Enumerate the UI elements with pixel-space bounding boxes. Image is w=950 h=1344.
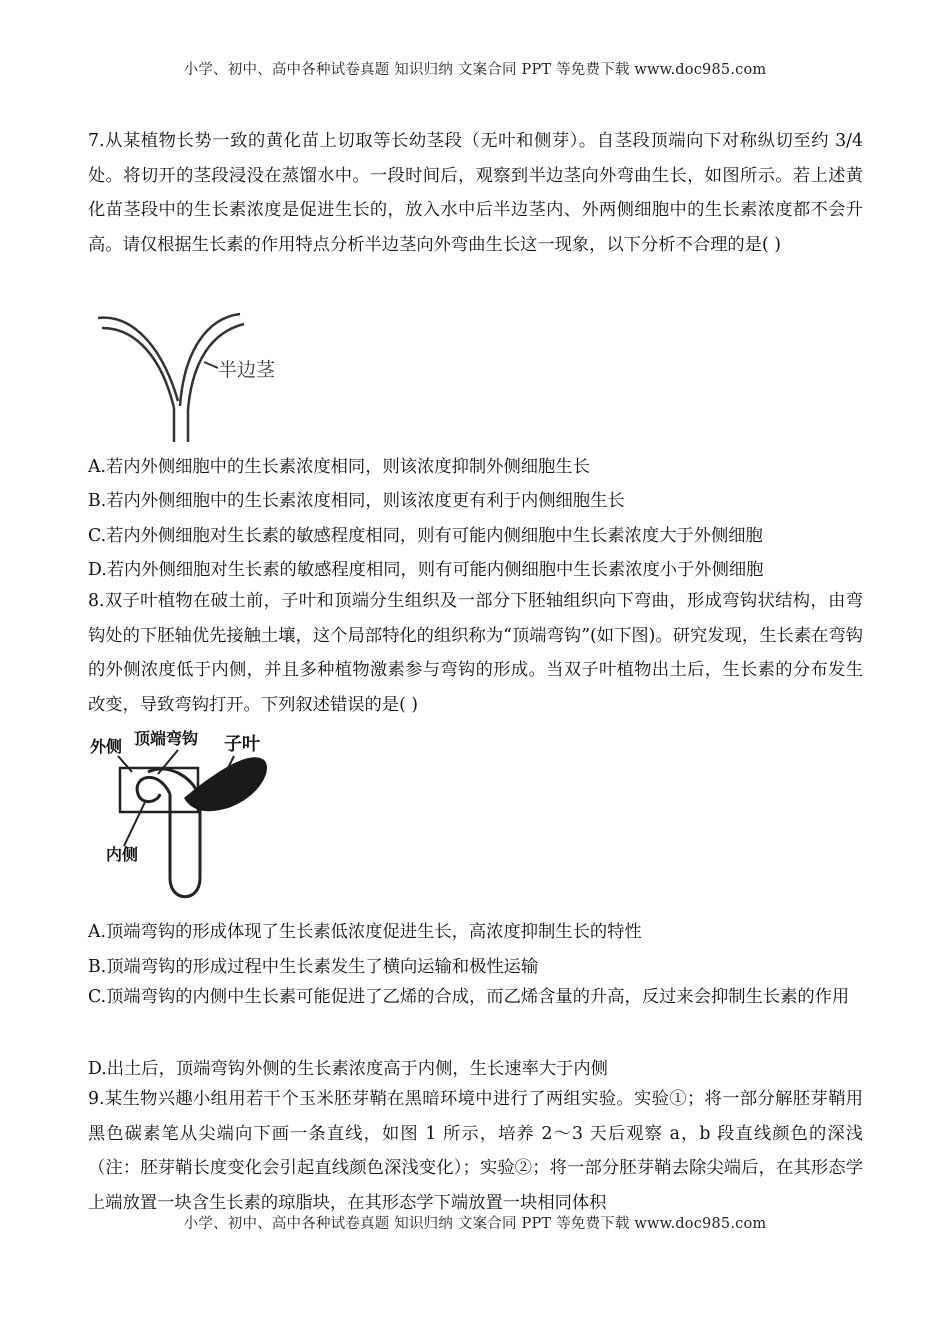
q7-figure-half-stem bbox=[92, 306, 292, 444]
page-footer: 小学、初中、高中各种试卷真题 知识归纳 文案合同 PPT 等免费下载 www.doc985.com bbox=[183, 1216, 767, 1232]
q8-figure-apical-hook bbox=[88, 728, 278, 908]
q8-stem: 8.双子叶植物在破土前，子叶和顶端分生组织及一部分下胚轴组织向下弯曲，形成弯钩状结构，由弯钩处的下胚轴优先接触土壤，这个局部特化的组织称为“顶端弯钩”(如下图)。研究发现，生长素在弯钩的外侧浓度低于内侧，并且多种植物激素参与弯钩的形成。当双子叶植物出土后，生长素的分布发生改变，导致弯钩打开。下列叙述错误的是( ) bbox=[88, 591, 863, 715]
q7-option-a: A.若内外侧细胞中的生长素浓度相同，则该浓度抑制外侧细胞生长 bbox=[88, 457, 590, 477]
page-header: 小学、初中、高中各种试卷真题 知识归纳 文案合同 PPT 等免费下载 www.doc985.com bbox=[183, 62, 767, 78]
q7-option-d: D.若内外侧细胞对生长素的敏感程度相同，则有可能内侧细胞中生长素浓度小于外侧细胞 bbox=[88, 560, 764, 580]
q7-stem: 7.从某植物长势一致的黄化苗上切取等长幼茎段（无叶和侧芽）。自茎段顶端向下对称纵切至约 3/4 处。将切开的茎段浸没在蒸馏水中。一段时间后，观察到半边茎向外弯曲生长，如图所示。若上述黄化苗茎段中的生长素浓度是促进生长的，放入水中后半边茎内、外两侧细胞中的生长素浓度都不会升高。请仅根据生长素的作用特点分析半边茎向外弯曲生长这一现象，以下分析不合理的是( ) bbox=[88, 131, 863, 255]
q8-label-hook: 顶端弯钩 bbox=[134, 729, 199, 748]
q7-option-c: C.若内外侧细胞对生长素的敏感程度相同，则有可能内侧细胞中生长素浓度大于外侧细胞 bbox=[88, 526, 763, 546]
q8-label-inner: 内侧 bbox=[106, 845, 139, 864]
q8-option-a: A.顶端弯钩的形成体现了生长素低浓度促进生长，高浓度抑制生长的特性 bbox=[88, 922, 642, 942]
q8-label-cotyledon: 子叶 bbox=[224, 734, 260, 755]
q8-option-d: D.出土后，顶端弯钩外侧的生长素浓度高于内侧，生长速率大于内侧 bbox=[88, 1059, 608, 1079]
q8-label-outer: 外侧 bbox=[90, 737, 123, 756]
q8-option-c: C.顶端弯钩的内侧中生长素可能促进了乙烯的合成，而乙烯含量的升高，反过来会抑制生长素的作用 bbox=[88, 987, 850, 1007]
q8-option-b: B.顶端弯钩的形成过程中生长素发生了横向运输和极性运输 bbox=[88, 957, 539, 977]
q9-stem: 9.某生物兴趣小组用若干个玉米胚芽鞘在黑暗环境中进行了两组实验。实验①；将一部分解胚芽鞘用黑色碳素笔从尖端向下画一条直线，如图 1 所示，培养 2～3 天后观察 a，b 段直线颜色的深浅（注：胚芽鞘长度变化会引起直线颜色深浅变化）；实验②；将一部分胚芽鞘去除尖端后，在其形态学上端放置一块含生长素的琼脂块，在其形态学下端放置一块相同体积 bbox=[88, 1089, 863, 1213]
q7-option-b: B.若内外侧细胞中的生长素浓度相同，则该浓度更有利于内侧细胞生长 bbox=[88, 491, 625, 511]
q7-figure-label: 半边茎 bbox=[218, 359, 276, 381]
